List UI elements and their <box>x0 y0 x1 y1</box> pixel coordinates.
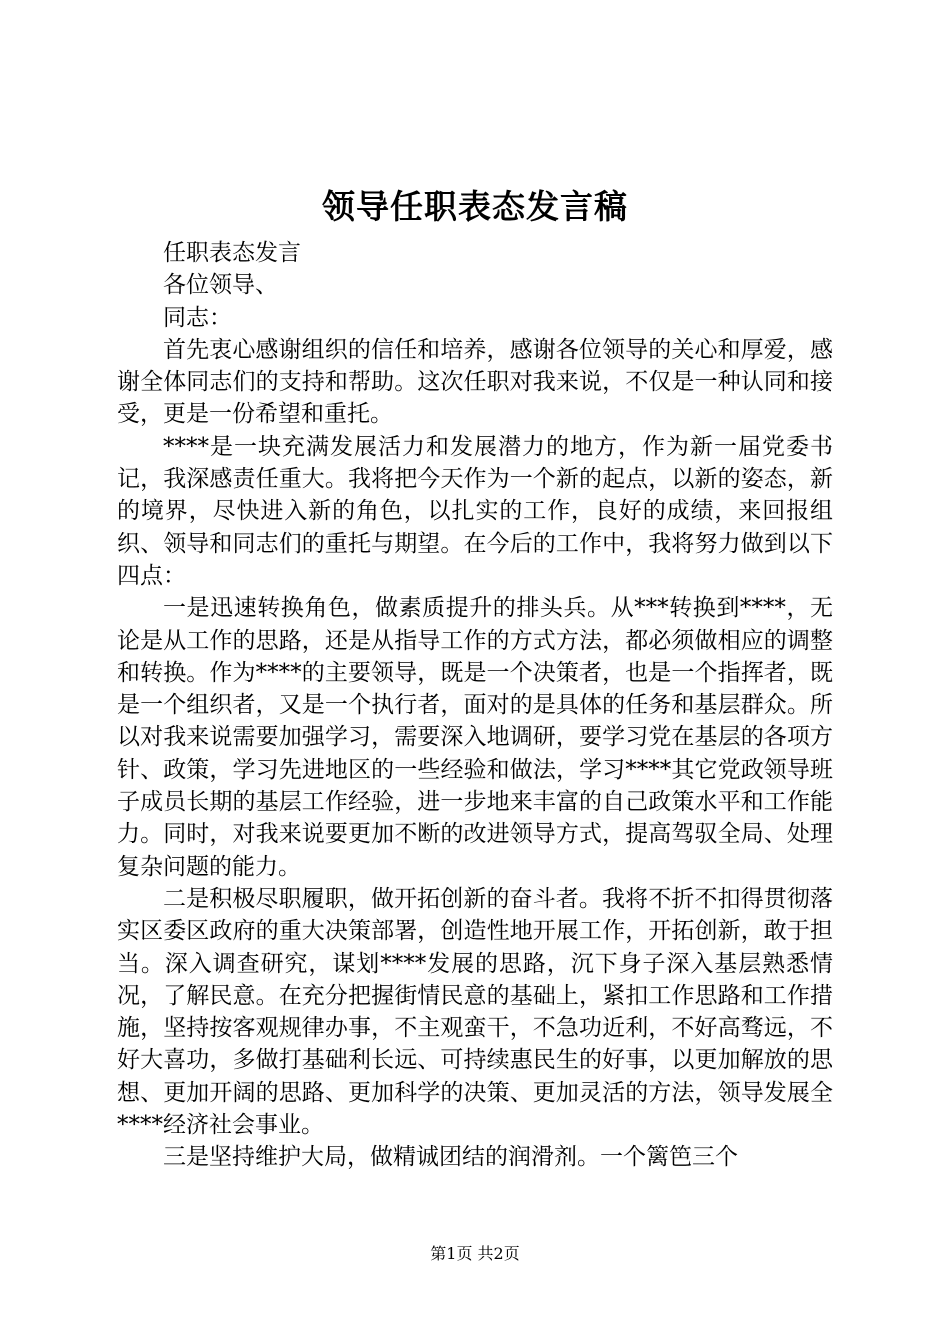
paragraph-salutation-1: 各位领导、 <box>163 272 278 299</box>
paragraph-point-2: 二是积极尽职履职，做开拓创新的奋斗者。我将不折不扣得贯彻落实区委区政府的重大决策部署，创造性地开展工作，开拓创新，敢于担当。深入调查研究，谋划****发展的思路，沉下身子深入基层熟悉情况，了解民意。在充分把握街情民意的基础上，紧扣工作思路和工作措施，坚持按客观规律办事，不主观蛮干，不急功近利，不好高骛远，不好大喜功，多做打基础利长远、可持续惠民生的好事，以更加解放的思想、更加开阔的思路、更加科学的决策、更加灵活的方法，领导发展全****经济社会事业。 <box>117 885 833 1139</box>
paragraph-salutation-2: 同志： <box>163 304 232 331</box>
paragraph-intro: ****是一块充满发展活力和发展潜力的地方，作为新一届党委书记，我深感责任重大。我将把今天作为一个新的起点，以新的姿态，新的境界，尽快进入新的角色，以扎实的工作，良好的成绩，来回报组织、领导和同志们的重托与期望。在今后的工作中，我将努力做到以下四点： <box>117 433 833 589</box>
document-title: 领导任职表态发言稿 <box>322 187 628 226</box>
page-footer: 第1页 共2页 <box>430 1244 520 1263</box>
document-body <box>117 237 833 1174</box>
paragraph-heading: 任职表态发言 <box>163 240 301 266</box>
paragraph-thanks: 首先衷心感谢组织的信任和培养，感谢各位领导的关心和厚爱，感谢全体同志们的支持和帮助。这次任职对我来说，不仅是一种认同和接受，更是一份希望和重托。 <box>117 336 833 428</box>
paragraph-point-3: 三是坚持维护大局，做精诚团结的润滑剂。一个篱笆三个 <box>163 1144 738 1171</box>
paragraph-point-1: 一是迅速转换角色，做素质提升的排头兵。从***转换到****，无论是从工作的思路，还是从指导工作的方式方法，都必须做相应的调整和转换。作为****的主要领导，既是一个决策者，也是一个指挥者，既是一个组织者，又是一个执行者，面对的是具体的任务和基层群众。所以对我来说需要加强学习，需要深入地调研，要学习党在基层的各项方针、政策，学习先进地区的一些经验和做法，学习****其它党政领导班子成员长期的基层工作经验，进一步地来丰富的自己政策水平和工作能力。同时，对我来说要更加不断的改进领导方式，提高驾驭全局、处理复杂问题的能力。 <box>117 595 833 880</box>
